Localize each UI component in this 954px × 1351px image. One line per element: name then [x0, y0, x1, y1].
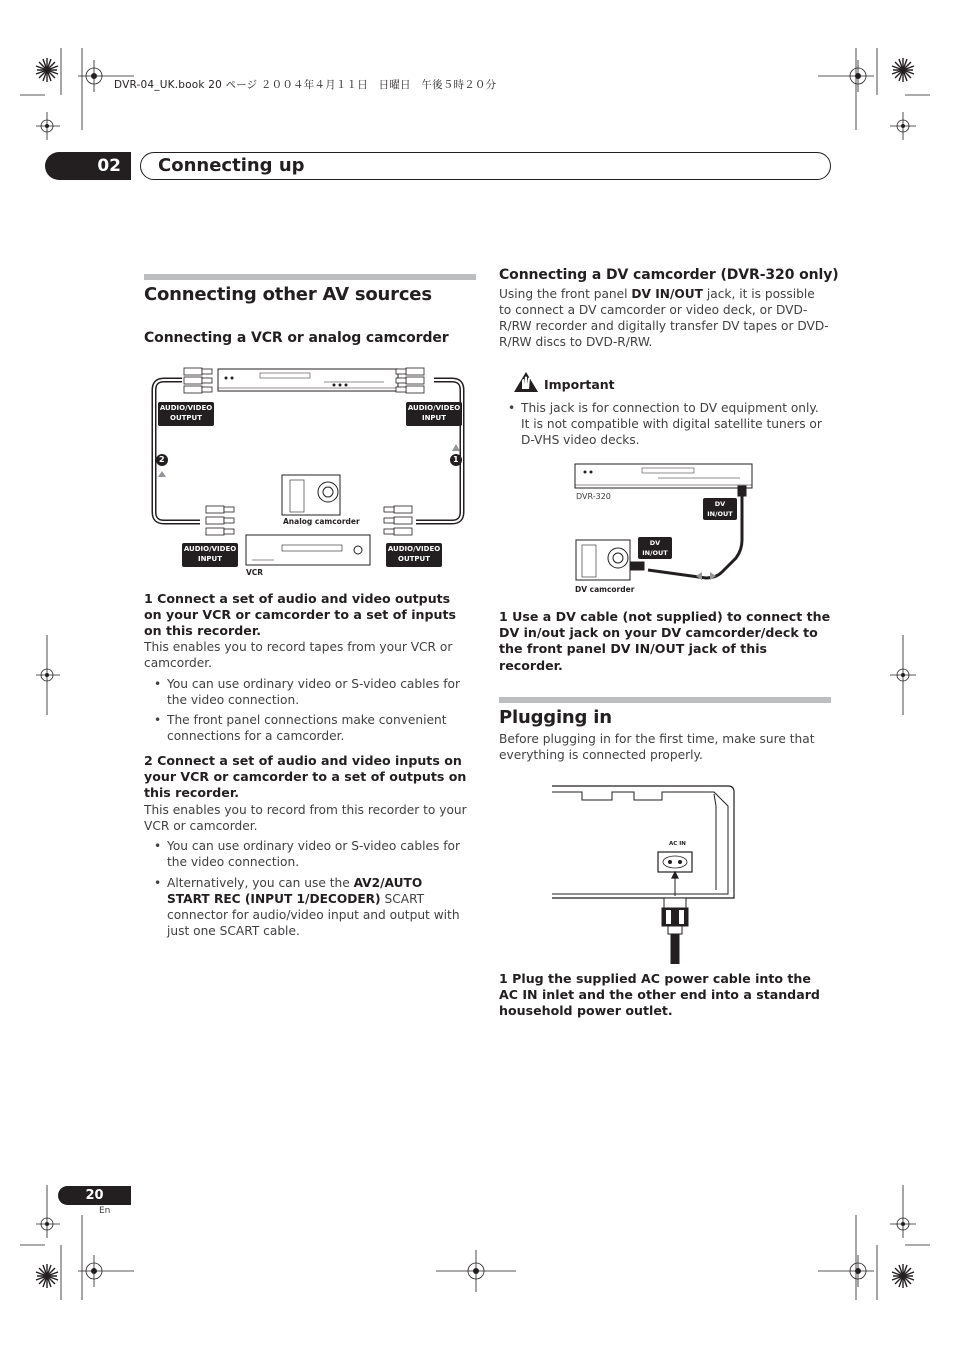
important-bullet: • This jack is for connection to DV equipment only. It is not compatible with digital satellite tuners or D-VHS video decks. [508, 401, 822, 447]
dv-text-post: jack, it is possible to connect a DV camcorder or video deck, or DVD-R/RW recorder and digitally transfer DV tapes or DVD-R/RW discs to DVD-R/RW. [499, 287, 829, 349]
camcorder-illustration [282, 475, 340, 515]
important-bullet-text: This jack is for connection to DV equipment only. It is not compatible with digital satellite tuners or D-VHS video decks. [521, 401, 822, 447]
recorder-output-label: AUDIO/VIDEO OUTPUT [158, 402, 214, 426]
step-1-bullet-2: • The front panel connections make convenient connections for a camcorder. [154, 713, 447, 743]
dv-text-bold: DV IN/OUT [631, 287, 703, 301]
step-1-bullet-1-text: You can use ordinary video or S-video cables for the video connection. [167, 677, 461, 707]
book-file-header: DVR-04_UK.book 20 ページ ２００４年４月１１日 日曜日 午後５時２０分 [114, 79, 497, 91]
step-2-bullet-1: • You can use ordinary video or S-video cables for the video connection. [154, 839, 461, 869]
dv-camcorder-illustration [576, 540, 630, 580]
plugging-in-text: Before plugging in for the first time, make sure that everything is connected properly. [499, 732, 815, 762]
chapter-number: 02 [45, 152, 131, 180]
dvr-320-model-label: DVR-320 [576, 492, 611, 501]
step-1-bullet-2-text: The front panel connections make convenient connections for a camcorder. [167, 713, 447, 743]
subsection-title-vcr: Connecting a VCR or analog camcorder [144, 330, 449, 346]
power-plug [662, 898, 688, 964]
recorder-dv-jack-label: DV IN/OUT [703, 498, 737, 520]
step-1-text: This enables you to record tapes from your VCR or camcorder. [144, 640, 453, 670]
step-2-bullet-2-pre: Alternatively, you can use the [167, 876, 354, 890]
vcr-illustration [246, 535, 370, 565]
important-label: Important [544, 377, 615, 392]
vcr-input-label: AUDIO/VIDEO INPUT [182, 543, 238, 567]
step-2-heading: 2 Connect a set of audio and video inputs on your VCR or camcorder to a set of outputs on this recorder. [144, 753, 467, 801]
camcorder-dv-jack-label: DV IN/OUT [638, 537, 672, 559]
vcr-label: VCR [246, 568, 264, 577]
section-title-av-sources: Connecting other AV sources [144, 284, 432, 305]
step-2-bullet-2-post: SCART connector for audio/video input and output with just one SCART cable. [167, 892, 460, 938]
step-2-bullet-2: • Alternatively, you can use the AV2/AUTO START REC (INPUT 1/DECODER) SCART connector for audio/video input and output with just one SCART cable. [154, 876, 460, 938]
plugging-in-step-1: 1 Plug the supplied AC power cable into the AC IN inlet and the other end into a standard household power outlet. [499, 971, 820, 1019]
recorder-input-label: AUDIO/VIDEO INPUT [406, 402, 462, 426]
section-rule-plugging-in [499, 697, 831, 703]
important-warning-icon [513, 371, 539, 393]
marker-2: 2 [159, 455, 165, 464]
dv-text-pre: Using the front panel [499, 287, 632, 301]
section-title-plugging-in: Plugging in [499, 707, 612, 728]
dv-camcorder-title: Connecting a DV camcorder (DVR-320 only) [499, 267, 839, 283]
dvr-320-illustration [575, 464, 752, 488]
dv-camcorder-label: DV camcorder [575, 585, 635, 594]
ac-in-label: AC IN [669, 841, 686, 847]
step-2-bullet-2-bold: AV2/AUTO START REC (INPUT 1/DECODER) [167, 876, 423, 906]
dv-connection-diagram [570, 460, 760, 600]
step-1-heading: 1 Connect a set of audio and video outputs on your VCR or camcorder to a set of inputs on this recorder. [144, 591, 456, 639]
page-language: En [99, 1206, 111, 1216]
page-number: 20 [58, 1186, 131, 1205]
dv-camcorder-text [499, 286, 829, 350]
ac-inlet-diagram [552, 782, 738, 964]
camcorder-label: Analog camcorder [283, 517, 360, 526]
section-rule-av-sources [144, 274, 476, 280]
chapter-title: Connecting up [158, 155, 305, 176]
step-2-text: This enables you to record from this recorder to your VCR or camcorder. [144, 803, 467, 833]
marker-1: 1 [453, 455, 459, 464]
dv-step-1: 1 Use a DV cable (not supplied) to connect the DV in/out jack on your DV camcorder/deck to the front panel DV IN/OUT jack of this recorder. [499, 609, 831, 673]
vcr-output-label: AUDIO/VIDEO OUTPUT [386, 543, 442, 567]
step-1-bullet-1: • You can use ordinary video or S-video cables for the video connection. [154, 677, 461, 707]
step-2-bullet-1-text: You can use ordinary video or S-video cables for the video connection. [167, 839, 461, 869]
